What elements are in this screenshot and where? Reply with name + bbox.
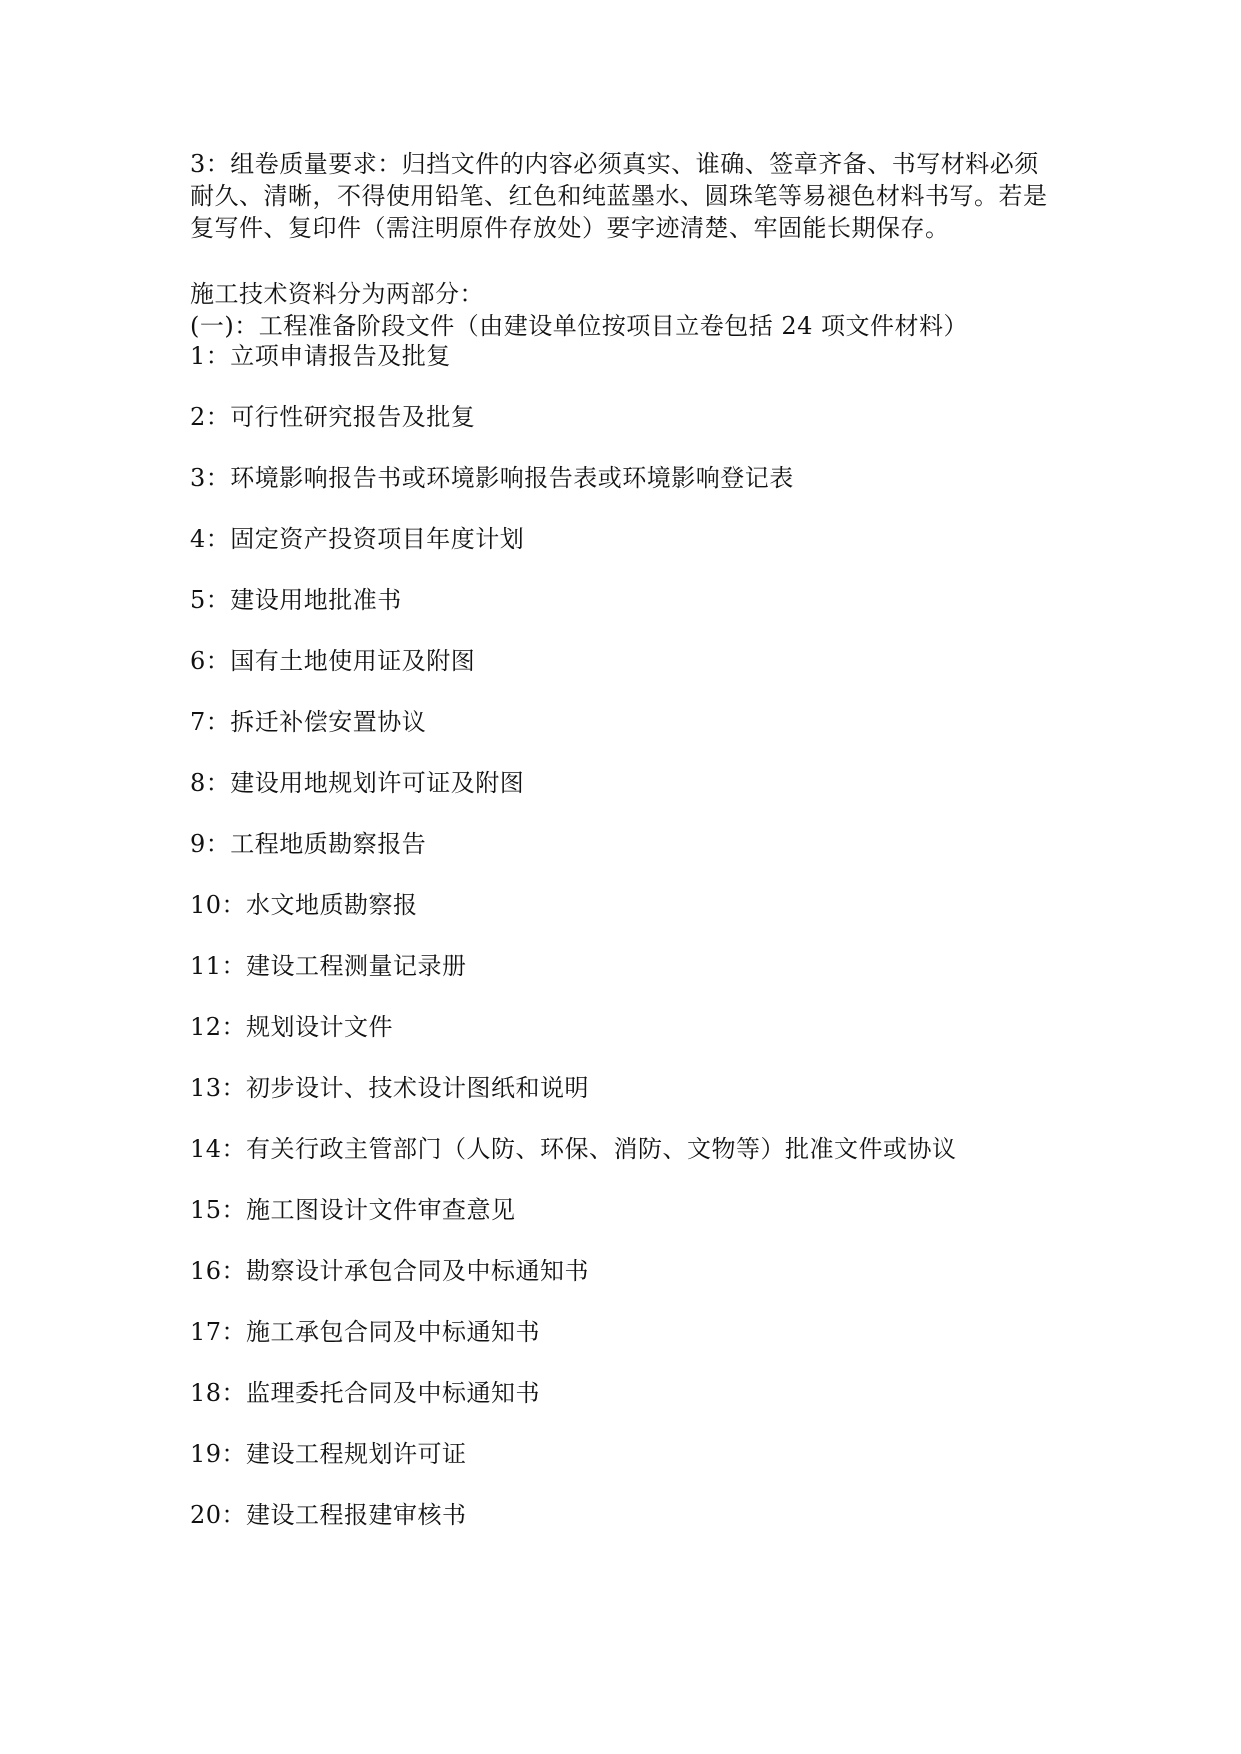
list-item: 14：有关行政主管部门（人防、环保、消防、文物等）批准文件或协议 [190,1135,957,1163]
list-item: 5：建设用地批准书 [190,586,402,614]
list-item: 17：施工承包合同及中标通知书 [190,1318,541,1346]
list-item: 18：监理委托合同及中标通知书 [190,1379,541,1407]
list-item: 13：初步设计、技术设计图纸和说明 [190,1074,590,1102]
list-item: 10：水文地质勘察报 [190,891,418,919]
list-item: 12：规划设计文件 [190,1013,394,1041]
list-item: 15：施工图设计文件审查意见 [190,1196,516,1224]
paragraph-line: 复写件、复印件（需注明原件存放处）要字迹清楚、牢固能长期保存。 [190,214,950,242]
list-item: 2：可行性研究报告及批复 [190,403,476,431]
quality-requirement-paragraph [190,148,1070,244]
section-header [190,278,1070,342]
section-intro: 施工技术资料分为两部分： [190,280,484,308]
list-item: 4：固定资产投资项目年度计划 [190,525,525,553]
list-item: 1：立项申请报告及批复 [190,342,451,370]
list-item: 9：工程地质勘察报告 [190,830,427,858]
section-heading: (一)：工程准备阶段文件（由建设单位按项目立卷包括 24 项文件材料） [190,312,969,340]
paragraph-line: 3：组卷质量要求：归挡文件的内容必须真实、谁确、签章齐备、书写材料必须 [190,150,1039,178]
paragraph-line: 耐久、清晰，不得使用铅笔、红色和纯蓝墨水、圆珠笔等易褪色材料书写。若是 [190,182,1048,210]
list-item: 3：环境影响报告书或环境影响报告表或环境影响登记表 [190,464,794,492]
list-item: 6：国有土地使用证及附图 [190,647,476,675]
list-item: 16：勘察设计承包合同及中标通知书 [190,1257,590,1285]
list-item: 20：建设工程报建审核书 [190,1501,467,1529]
list-item: 7：拆迁补偿安置协议 [190,708,427,736]
list-item: 19：建设工程规划许可证 [190,1440,467,1468]
list-item: 8：建设用地规划许可证及附图 [190,769,525,797]
list-item: 11：建设工程测量记录册 [190,952,467,980]
